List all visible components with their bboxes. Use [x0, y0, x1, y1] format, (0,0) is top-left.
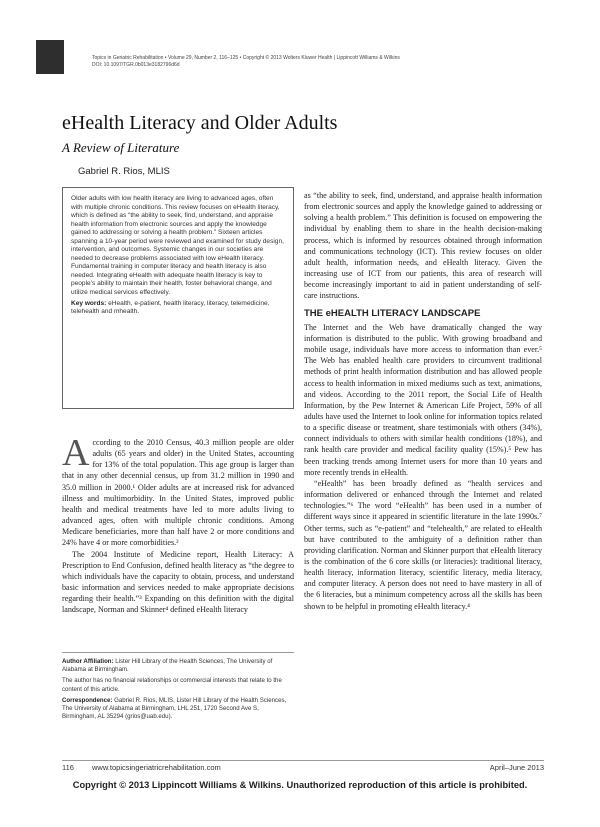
disclosure: The author has no financial relationships or commercial interests that relate to the content of this article. [62, 677, 282, 693]
correspondence-text: Gabriel R. Rios, MLIS, Lister Hill Library of the Health Sciences, The University of Alabama at Birmingham, LHL 251, 1720 Second Ave S, Birmingham, AL 35294 (grios@uab.edu). [62, 696, 287, 721]
body-paragraph-text: ccording to the 2010 Census, 40.3 million people are older adults (65 years and older) in the United States, accounting for 13% of the total population. This age group is larger than that in any other decennial census, up from 31.2 million in 1990 and 35.0 million in 2000.¹ Older adults are at increased risk for advanced illness and multimorbidity. In the United States, improved public health and medical treatments have led to more adults living to advanced ages, often with multiple chronic conditions. Among Medicare beneficiaries, more than half have 2 or more conditions and 24% have 4 or more comorbidities.² [62, 438, 294, 548]
footnotes [62, 658, 294, 724]
body-paragraph [62, 437, 294, 549]
keywords-label: Key words: [71, 299, 107, 307]
footnote-divider [62, 652, 294, 653]
journal-citation: Topics in Geriatric Rehabilitation • Volume 29, Number 2, 116–125 • Copyright © 2013 Wolters Kluwer Health | Lippincott Williams & Wilkins [92, 55, 400, 61]
body-paragraph: as “the ability to seek, find, understand, and appraise health information from electronic sources and apply the knowledge gained to addressing or solving a health problem.” This definition is focused on empowering the individual by enabling them to share in the health decision-making process, which is informed by resources obtained through information and communications technology (ICT). This review focuses on older adult health, information needs, and eHealth literacy. Given the increasing use of ICT from our patients, this area of research will become increasingly important to aid in patient understanding of self-care instructions. [304, 191, 542, 301]
issue-date: April–June 2013 [489, 763, 544, 772]
drop-cap: A [62, 437, 90, 474]
affiliation-text: Lister Hill Library of the Health Sciences, The University of Alabama at Birmingham. [62, 658, 273, 674]
journal-header [92, 55, 552, 69]
correspondence-label: Correspondence: [62, 696, 113, 704]
body-paragraph: “eHealth” has been broadly defined as “health services and information delivered or enhanced through the Internet and related technologies.”⁶ The word “eHealth” has been used in a number of different ways since it appeared in scientific literature in the late 1990s.⁷ Other terms, such as “e-patient” and “telehealth,” are related to eHealth but have contributed to the ambiguity of a definition rather than providing clarification. Norman and Skinner purport that eHealth literacy is the combination of the 6 core skills (or literacies): traditional literacy, health literacy, information literacy, scientific literacy, media literacy, and computer literacy. A person does not need to have mastery in all of the 6 literacies, but a minimum competency across all the skills has been shown to be helpful in promoting eHealth literacy.⁴ [304, 478, 542, 611]
keywords-list: eHealth, e-patient, health literacy, literacy, telemedicine, telehealth and mhealth. [71, 299, 270, 316]
body-right-column [304, 190, 542, 750]
author-affiliation [62, 658, 294, 674]
footer-divider [62, 760, 544, 761]
abstract-box [62, 187, 294, 409]
copyright-notice: Copyright © 2013 Lippincott Williams & Wilkins. Unauthorized reproduction of this article is prohibited. [72, 780, 528, 790]
affiliation-label: Author Affiliation: [62, 658, 114, 665]
abstract-text: Older adults with low health literacy are living to advanced ages, often with multiple chronic conditions. This review focuses on eHealth literacy, which is defined as “the ability to seek, find, understand, and appraise health information from electronic sources and apply the knowledge gained to addressing or solving a health problem.” Sixteen articles spanning a 10-year period were reviewed and examined for study design, intervention, and outcomes. Systemic changes in our societies are needed to decrease problems associated with low eHealth literacy. Fundamental training in computer literacy and health literacy is also needed. Integrating eHealth with adequate health literacy is key to people’s ability to maintain their health, foster behavioral change, and utilize medical services effectively. [71, 195, 284, 297]
journal-website: www.topicsingeriatricrehabilitation.com [92, 763, 221, 772]
section-heading: THE eHEALTH LITERACY LANDSCAPE [304, 307, 481, 319]
article-title: eHealth Literacy and Older Adults [62, 112, 338, 134]
keywords [71, 300, 285, 317]
page-number: 116 [62, 763, 74, 772]
article-subtitle: A Review of Literature [62, 140, 180, 155]
journal-doi: DOI: 10.1097/TGR.0b013e3182796d6d [92, 62, 180, 68]
sidebar-block [36, 40, 64, 74]
body-paragraph: The 2004 Institute of Medicine report, Health Literacy: A Prescription to End Confusion, defined health literacy as “the degree to which individuals have the capacity to obtain, process, and understand basic information and services needed to make appropriate decisions regarding their health.”³ Expanding on this definition with the digital landscape, Norman and Skinner⁴ defined eHealth literacy [62, 549, 294, 615]
correspondence [62, 697, 294, 722]
body-paragraph: The Internet and the Web have dramatically changed the way information is distributed to the public. With growing broadband and mobile usage, individuals have more access to information than ever.⁵ The Web has enabled health care providers to circumvent traditional methods of print health information distribution and has allowed people access to health information in mixed mediums such as text, animations, and videos. According to the 2011 report, the Social Life of Health Information, by the Pew Internet & American Life Project, 59% of all adults have used the Internet to look online for information topics related to a specific disease or treatment, share testimonials with others (34%), connect individuals to others with similar health conditions (18%), and rank health care provider and medical facility quality (15%).⁵ Pew has been tracking trends among Internet users for more than 10 years and more recently trends in eHealth. [304, 322, 542, 477]
article-author: Gabriel R. Rios, MLIS [78, 166, 170, 177]
